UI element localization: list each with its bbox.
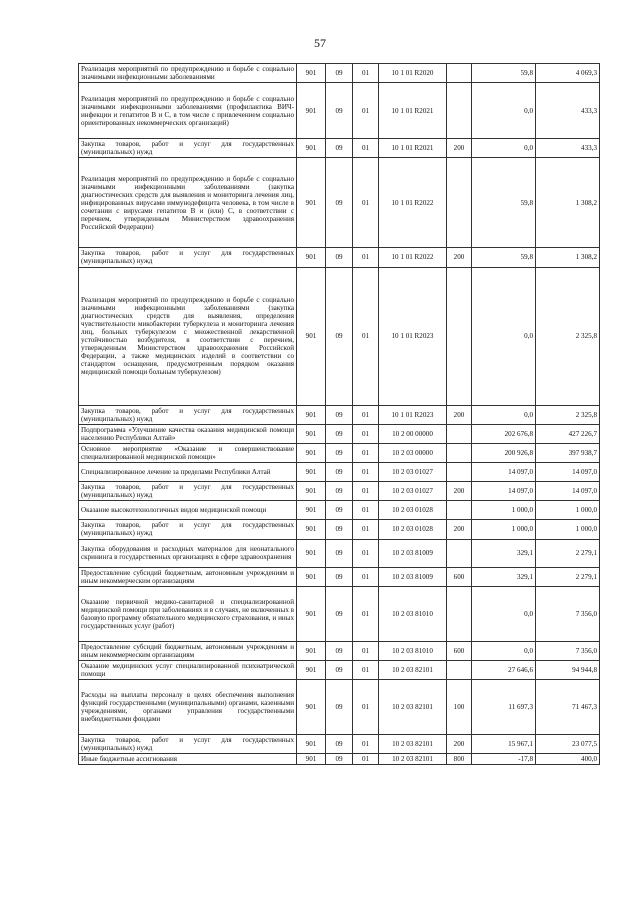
row-amount-change: 200 926,8 <box>472 443 536 462</box>
row-amount-change: 0,0 <box>472 267 536 405</box>
row-name: Оказание медицинских услуг специализированной психиатрической помощи <box>79 660 297 679</box>
row-amount-total: 433,3 <box>536 139 600 158</box>
row-expense-type <box>447 501 472 520</box>
row-amount-change: 0,0 <box>472 83 536 139</box>
row-section-code: 09 <box>326 424 353 443</box>
row-ministry-code: 901 <box>297 660 326 679</box>
row-expense-type: 200 <box>447 248 472 267</box>
row-ministry-code: 901 <box>297 520 326 539</box>
budget-table-body <box>79 64 600 765</box>
row-name: Закупка оборудования и расходных материалов для неонатального скрининга в государственных организациях в сфере здравоохранения <box>79 539 297 567</box>
row-expense-type <box>447 267 472 405</box>
row-section-code: 09 <box>326 754 353 765</box>
row-ministry-code: 901 <box>297 405 326 424</box>
table-row <box>79 482 600 501</box>
row-expense-type: 600 <box>447 641 472 660</box>
row-ministry-code: 901 <box>297 501 326 520</box>
row-subsection-code: 01 <box>353 443 379 462</box>
row-name: Реализация мероприятий по предупреждению и борьбе с социально значимыми инфекционными заболеваниями (профилактика ВИЧ-инфекции и гепатитов В и С, в том числе с привлечением социально ориентированных некоммерческих организаций) <box>79 83 297 139</box>
row-amount-change: 27 646,6 <box>472 660 536 679</box>
row-name: Иные бюджетные ассигнования <box>79 754 297 765</box>
row-ministry-code: 901 <box>297 586 326 641</box>
row-name: Реализация мероприятий по предупреждению и борьбе с социально значимыми инфекционными заболеваниями (закупка диагностических средств для выявления, определения чувствительности микобактерии туберкулеза и мониторинга лечения лиц, больных туберкулезом с множественной лекарственной устойчивостью возбудителя, в соответствии с перечнем, утвержденным Министерством здравоохранения Российской Федерации, а также медицинских изделий в соответствии со стандартом оснащения, предусмотренным порядком оказания медицинской помощи больным туберкулезом) <box>79 267 297 405</box>
row-ministry-code: 901 <box>297 267 326 405</box>
row-target-article: 10 2 03 81010 <box>379 586 447 641</box>
row-subsection-code: 01 <box>353 482 379 501</box>
row-target-article: 10 1 01 R2020 <box>379 64 447 83</box>
table-row <box>79 139 600 158</box>
row-amount-total: 71 467,3 <box>536 680 600 735</box>
row-amount-total: 1 308,2 <box>536 158 600 248</box>
row-subsection-code: 01 <box>353 754 379 765</box>
row-section-code: 09 <box>326 680 353 735</box>
row-section-code: 09 <box>326 501 353 520</box>
table-row <box>79 735 600 754</box>
row-target-article: 10 1 01 R2021 <box>379 83 447 139</box>
row-ministry-code: 901 <box>297 754 326 765</box>
row-ministry-code: 901 <box>297 482 326 501</box>
row-amount-change: 0,0 <box>472 586 536 641</box>
row-subsection-code: 01 <box>353 735 379 754</box>
row-name: Предоставление субсидий бюджетным, автономным учреждениям и иным некоммерческим организациям <box>79 567 297 586</box>
row-name: Предоставление субсидий бюджетным, автономным учреждениям и иным некоммерческим организациям <box>79 641 297 660</box>
row-section-code: 09 <box>326 520 353 539</box>
row-ministry-code: 901 <box>297 539 326 567</box>
row-section-code: 09 <box>326 539 353 567</box>
row-expense-type: 200 <box>447 139 472 158</box>
row-section-code: 09 <box>326 735 353 754</box>
row-target-article: 10 2 03 81010 <box>379 641 447 660</box>
row-amount-change: 59,8 <box>472 64 536 83</box>
row-name: Закупка товаров, работ и услуг для государственных (муниципальных) нужд <box>79 405 297 424</box>
row-section-code: 09 <box>326 248 353 267</box>
row-amount-change: 59,8 <box>472 158 536 248</box>
row-target-article: 10 2 03 01028 <box>379 520 447 539</box>
row-target-article: 10 2 03 81009 <box>379 539 447 567</box>
row-amount-change: 59,8 <box>472 248 536 267</box>
table-row <box>79 83 600 139</box>
row-amount-change: 202 676,8 <box>472 424 536 443</box>
row-subsection-code: 01 <box>353 424 379 443</box>
row-target-article: 10 2 03 82101 <box>379 754 447 765</box>
row-target-article: 10 2 03 82101 <box>379 735 447 754</box>
row-name: Закупка товаров, работ и услуг для государственных (муниципальных) нужд <box>79 248 297 267</box>
table-row <box>79 539 600 567</box>
row-section-code: 09 <box>326 405 353 424</box>
row-expense-type: 200 <box>447 482 472 501</box>
row-amount-total: 94 944,8 <box>536 660 600 679</box>
row-target-article: 10 2 03 82101 <box>379 680 447 735</box>
row-subsection-code: 01 <box>353 139 379 158</box>
row-expense-type <box>447 424 472 443</box>
page-number: 57 <box>314 36 326 50</box>
row-target-article: 10 2 00 00000 <box>379 424 447 443</box>
row-amount-total: 14 097,0 <box>536 482 600 501</box>
row-subsection-code: 01 <box>353 64 379 83</box>
row-expense-type <box>447 158 472 248</box>
row-name: Оказание высокотехнологичных видов медицинской помощи <box>79 501 297 520</box>
row-subsection-code: 01 <box>353 660 379 679</box>
row-expense-type <box>447 83 472 139</box>
row-expense-type <box>447 463 472 482</box>
row-name: Оказание первичной медико-санитарной и специализированной медицинской помощи при заболеваниях и в случаях, не включенных в базовую программу обязательного медицинского страхования, и иных государственных услуг (работ) <box>79 586 297 641</box>
row-amount-change: 0,0 <box>472 641 536 660</box>
row-amount-change: 15 967,1 <box>472 735 536 754</box>
row-subsection-code: 01 <box>353 405 379 424</box>
row-section-code: 09 <box>326 267 353 405</box>
table-row <box>79 754 600 765</box>
row-amount-total: 400,0 <box>536 754 600 765</box>
row-section-code: 09 <box>326 139 353 158</box>
row-section-code: 09 <box>326 463 353 482</box>
row-amount-change: 11 697,3 <box>472 680 536 735</box>
table-row <box>79 463 600 482</box>
row-amount-change: 329,1 <box>472 539 536 567</box>
row-target-article: 10 1 01 R2021 <box>379 139 447 158</box>
row-section-code: 09 <box>326 83 353 139</box>
row-ministry-code: 901 <box>297 443 326 462</box>
row-section-code: 09 <box>326 482 353 501</box>
budget-table <box>78 63 600 765</box>
row-subsection-code: 01 <box>353 680 379 735</box>
row-expense-type: 800 <box>447 754 472 765</box>
row-amount-change: 0,0 <box>472 405 536 424</box>
row-target-article: 10 2 03 82101 <box>379 660 447 679</box>
row-amount-total: 23 077,5 <box>536 735 600 754</box>
row-expense-type: 200 <box>447 520 472 539</box>
row-ministry-code: 901 <box>297 158 326 248</box>
row-subsection-code: 01 <box>353 248 379 267</box>
row-amount-total: 2 325,8 <box>536 405 600 424</box>
row-amount-total: 427 226,7 <box>536 424 600 443</box>
row-name: Подпрограмма «Улучшение качества оказания медицинской помощи населению Республики Алтай» <box>79 424 297 443</box>
row-amount-total: 2 279,1 <box>536 567 600 586</box>
row-target-article: 10 1 01 R2022 <box>379 158 447 248</box>
row-subsection-code: 01 <box>353 501 379 520</box>
row-subsection-code: 01 <box>353 641 379 660</box>
row-name: Закупка товаров, работ и услуг для государственных (муниципальных) нужд <box>79 735 297 754</box>
row-amount-total: 397 938,7 <box>536 443 600 462</box>
row-ministry-code: 901 <box>297 680 326 735</box>
row-subsection-code: 01 <box>353 567 379 586</box>
table-row <box>79 586 600 641</box>
row-target-article: 10 2 03 01027 <box>379 482 447 501</box>
row-name: Специализированное лечение за пределами Республики Алтай <box>79 463 297 482</box>
row-expense-type: 200 <box>447 405 472 424</box>
row-section-code: 09 <box>326 660 353 679</box>
table-row <box>79 501 600 520</box>
row-target-article: 10 1 01 R2022 <box>379 248 447 267</box>
row-amount-total: 1 308,2 <box>536 248 600 267</box>
row-expense-type: 600 <box>447 567 472 586</box>
row-expense-type <box>447 586 472 641</box>
table-row <box>79 567 600 586</box>
row-ministry-code: 901 <box>297 424 326 443</box>
row-amount-total: 2 279,1 <box>536 539 600 567</box>
row-name: Реализация мероприятий по предупреждению и борьбе с социально значимыми инфекционными заболеваниями (закупка диагностических средств для выявления и мониторинга лечения лиц, инфицированных вирусами иммунодефицита человека, в том числе в сочетании с вирусами гепатитов В и (или) С, в соответствии с перечнем, утвержденным Министерством здравоохранения Российской Федерации) <box>79 158 297 248</box>
row-amount-change: 0,0 <box>472 139 536 158</box>
row-subsection-code: 01 <box>353 158 379 248</box>
table-row <box>79 64 600 83</box>
row-target-article: 10 1 01 R2023 <box>379 267 447 405</box>
row-section-code: 09 <box>326 64 353 83</box>
row-amount-change: 14 097,0 <box>472 482 536 501</box>
row-subsection-code: 01 <box>353 586 379 641</box>
row-ministry-code: 901 <box>297 248 326 267</box>
row-target-article: 10 2 03 01028 <box>379 501 447 520</box>
row-ministry-code: 901 <box>297 735 326 754</box>
row-expense-type <box>447 64 472 83</box>
row-ministry-code: 901 <box>297 139 326 158</box>
table-row <box>79 158 600 248</box>
row-name: Закупка товаров, работ и услуг для государственных (муниципальных) нужд <box>79 139 297 158</box>
row-amount-total: 7 356,0 <box>536 586 600 641</box>
table-row <box>79 424 600 443</box>
row-name: Закупка товаров, работ и услуг для государственных (муниципальных) нужд <box>79 482 297 501</box>
row-name: Расходы на выплаты персоналу в целях обеспечения выполнения функций государственными (муниципальными) органами, казенными учреждениями, органами управления государственными внебюджетными фондами <box>79 680 297 735</box>
row-expense-type: 100 <box>447 680 472 735</box>
row-amount-change: -17,8 <box>472 754 536 765</box>
row-subsection-code: 01 <box>353 539 379 567</box>
row-ministry-code: 901 <box>297 641 326 660</box>
row-target-article: 10 2 03 00000 <box>379 443 447 462</box>
row-section-code: 09 <box>326 586 353 641</box>
row-target-article: 10 2 03 81009 <box>379 567 447 586</box>
row-section-code: 09 <box>326 443 353 462</box>
row-expense-type <box>447 539 472 567</box>
row-amount-change: 14 097,0 <box>472 463 536 482</box>
row-subsection-code: 01 <box>353 267 379 405</box>
row-target-article: 10 2 03 01027 <box>379 463 447 482</box>
row-ministry-code: 901 <box>297 567 326 586</box>
row-amount-total: 4 069,3 <box>536 64 600 83</box>
row-amount-change: 1 000,0 <box>472 520 536 539</box>
row-subsection-code: 01 <box>353 83 379 139</box>
row-ministry-code: 901 <box>297 83 326 139</box>
row-amount-total: 2 325,8 <box>536 267 600 405</box>
row-subsection-code: 01 <box>353 463 379 482</box>
table-row <box>79 405 600 424</box>
row-amount-total: 7 356,0 <box>536 641 600 660</box>
table-row <box>79 660 600 679</box>
row-amount-change: 1 000,0 <box>472 501 536 520</box>
row-ministry-code: 901 <box>297 64 326 83</box>
row-amount-total: 433,3 <box>536 83 600 139</box>
row-target-article: 10 1 01 R2023 <box>379 405 447 424</box>
table-row <box>79 520 600 539</box>
row-amount-total: 1 000,0 <box>536 501 600 520</box>
row-section-code: 09 <box>326 567 353 586</box>
row-expense-type <box>447 443 472 462</box>
table-row <box>79 641 600 660</box>
row-ministry-code: 901 <box>297 463 326 482</box>
row-section-code: 09 <box>326 158 353 248</box>
row-subsection-code: 01 <box>353 520 379 539</box>
row-expense-type <box>447 660 472 679</box>
row-expense-type: 200 <box>447 735 472 754</box>
table-row <box>79 443 600 462</box>
row-section-code: 09 <box>326 641 353 660</box>
table-row <box>79 680 600 735</box>
row-name: Реализация мероприятий по предупреждению и борьбе с социально значимыми инфекционными заболеваниями <box>79 64 297 83</box>
row-name: Основное мероприятие «Оказание и совершенствование специализированной медицинской помощи» <box>79 443 297 462</box>
table-row <box>79 248 600 267</box>
row-amount-change: 329,1 <box>472 567 536 586</box>
row-amount-total: 14 097,0 <box>536 463 600 482</box>
row-name: Закупка товаров, работ и услуг для государственных (муниципальных) нужд <box>79 520 297 539</box>
row-amount-total: 1 000,0 <box>536 520 600 539</box>
table-row <box>79 267 600 405</box>
